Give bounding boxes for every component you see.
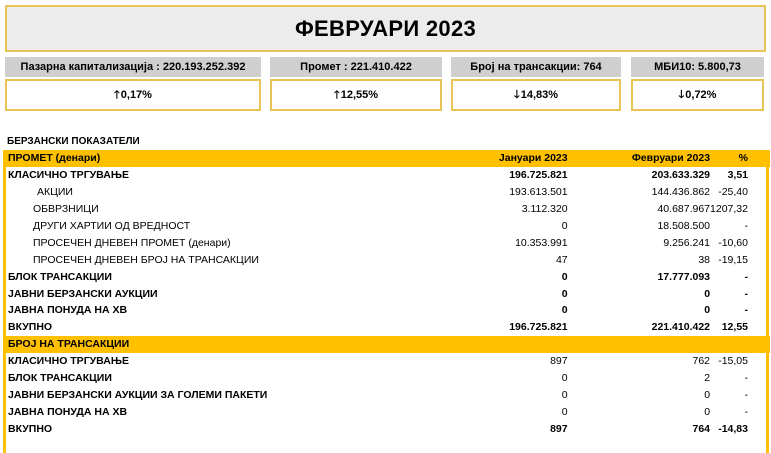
row-percent: -19,15 [718,253,748,266]
kpi-market-cap-change [5,79,261,111]
row-january: 3.112.320 [521,203,568,216]
row-february: 0 [704,287,711,300]
row-january: 196.725.821 [509,169,568,182]
arrow-up-icon: 🡑 [333,88,340,101]
col-january: Јануари 2023 [329,150,567,167]
table-row [5,268,770,285]
table-row [5,370,770,387]
row-january: 0 [561,287,568,300]
row-february: 17.777.093 [657,270,711,283]
row-percent: 12,55 [721,321,748,334]
row-february: 9.256.241 [663,236,711,249]
kpi-transactions-label: Број на трансакции: 764 [451,57,621,77]
row-percent: - [744,287,748,300]
row-label: ЈАВНИ БЕРЗАНСКИ АУКЦИИ ЗА ГОЛЕМИ ПАКЕТИ [8,388,268,401]
arrow-down-icon: 🡓 [513,88,520,101]
arrow-up-icon: 🡑 [114,88,120,101]
indicators-table [5,150,770,437]
row-february: 762 [692,355,711,368]
turnover-header-row [5,150,770,167]
row-percent: - [744,304,748,317]
table-row [5,184,770,201]
table-row-total [5,319,770,336]
arrow-down-icon: 🡓 [678,88,685,101]
kpi-mbi10 [631,57,764,109]
page-title [5,5,766,52]
row-january: 0 [561,304,568,317]
row-january: 0 [561,388,568,401]
kpi-mbi10-label: МБИ10: 5.800,73 [631,57,764,77]
kpi-transactions-change-value: 14,83% [520,89,559,101]
table-row [5,218,770,235]
table-row [5,234,770,251]
kpi-turnover-change-value: 12,55% [340,89,379,101]
row-label: ПРОСЕЧЕН ДНЕВЕН ПРОМЕТ (денари) [33,236,231,249]
table-row [5,302,770,319]
table-row [5,285,770,302]
row-label: БЛОК ТРАНСАКЦИИ [8,372,112,385]
row-percent: 1207,32 [710,203,748,216]
row-february: 0 [704,388,711,401]
row-label: ПРОСЕЧЕН ДНЕВЕН БРОЈ НА ТРАНСАКЦИИ [33,253,259,266]
row-january: 193.613.501 [509,186,568,199]
col-february: Февруари 2023 [568,150,710,167]
row-percent: -15,05 [718,355,748,368]
row-january: 0 [561,405,568,418]
row-percent: -14,83 [718,422,748,435]
table-row [5,353,770,370]
row-february: 18.508.500 [657,220,711,232]
table-row-total [5,420,770,437]
row-february: 2 [704,372,711,385]
row-february: 144.436.862 [651,186,711,199]
kpi-transactions-change [451,79,621,111]
row-label: БЛОК ТРАНСАКЦИИ [8,270,112,283]
row-february: 0 [704,304,711,317]
row-february: 221.410.422 [651,321,711,334]
row-february: 764 [692,422,711,435]
row-february: 203.633.329 [651,169,711,182]
row-label: ДРУГИ ХАРТИИ ОД ВРЕДНОСТ [33,220,191,232]
row-january: 0 [561,372,568,385]
row-label: ЈАВНА ПОНУДА НА ХВ [8,405,128,418]
kpi-turnover-label: Промет : 221.410.422 [270,57,442,77]
row-percent: - [744,405,748,418]
row-percent: - [744,372,748,385]
row-january: 10.353.991 [515,236,568,249]
row-label: КЛАСИЧНО ТРГУВАЊЕ [8,355,129,368]
row-label: ВКУПНО [8,422,53,435]
row-label: ВКУПНО [8,321,53,334]
row-label: АКЦИИ [37,186,73,199]
kpi-mbi10-change-value: 0,72% [685,89,717,101]
table-row [5,403,770,420]
row-january: 897 [550,355,568,368]
row-january: 897 [550,422,568,435]
kpi-turnover-change [270,79,442,111]
row-january: 196.725.821 [509,321,568,334]
row-percent: - [744,388,748,401]
kpi-transactions [451,57,621,109]
row-percent: 3,51 [727,169,748,182]
row-percent: -10,60 [718,236,748,249]
kpi-market-cap-label: Пазарна капитализација : 220.193.252.392 [5,57,261,77]
table-row [5,386,770,403]
kpi-market-cap [5,57,261,109]
row-label: ЈАВНА ПОНУДА НА ХВ [8,304,128,317]
row-percent: - [744,270,748,283]
page-title-text: ФЕВРУАРИ 2023 [294,15,477,41]
row-january: 0 [561,220,568,232]
section-title: БЕРЗАНСКИ ПОКАЗАТЕЛИ [7,136,140,147]
kpi-mbi10-change [631,79,764,111]
table-row [5,167,770,184]
row-february: 38 [698,253,711,266]
row-january: 47 [555,253,568,266]
row-february: 40.687.967 [657,203,711,216]
transactions-header-row [5,336,770,353]
row-percent: -25,40 [718,186,748,199]
table-row [5,251,770,268]
row-january: 0 [561,270,568,283]
col-percent: % [710,150,770,167]
row-percent: - [744,220,748,232]
row-february: 0 [704,405,711,418]
row-label: ЈАВНИ БЕРЗАНСКИ АУКЦИИ [8,287,158,300]
row-label: ОБВРЗНИЦИ [33,203,99,216]
kpi-turnover [270,57,442,109]
turnover-header-label: ПРОМЕТ (денари) [5,150,329,167]
row-label: КЛАСИЧНО ТРГУВАЊЕ [8,169,129,182]
table-row [5,201,770,218]
kpi-market-cap-change-value: 0,17% [120,89,152,101]
transactions-header-label: БРОЈ НА ТРАНСАКЦИИ [5,336,329,353]
